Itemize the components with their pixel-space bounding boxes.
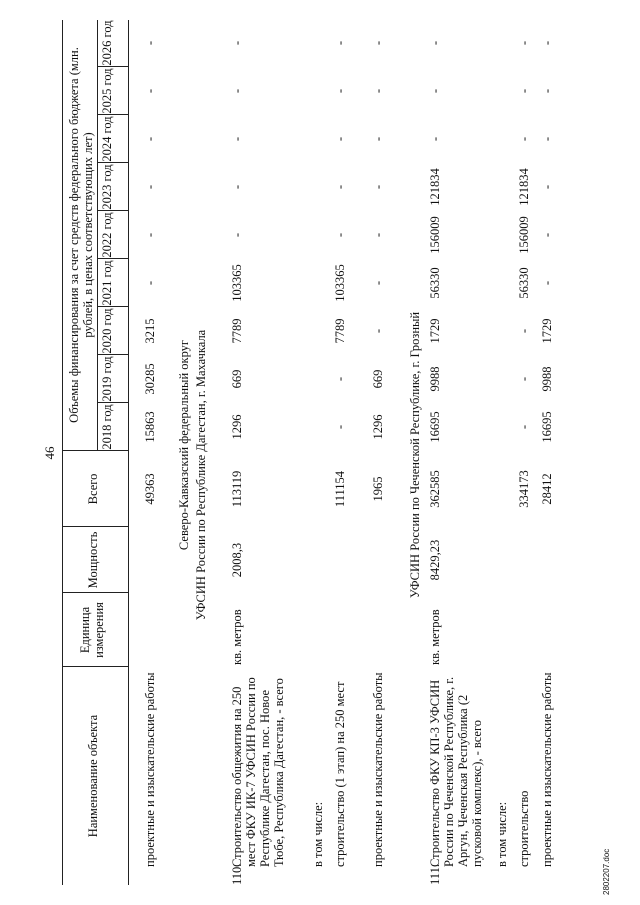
row-design-2021: - [143, 280, 157, 286]
row-110b-2018: 1296 [371, 414, 385, 440]
section-dagestan: УФСИН России по Республике Дагестан, г. Махачкала [194, 329, 208, 621]
row-111-2024: - [428, 136, 442, 142]
table-top-border [62, 20, 63, 885]
row-design-2019: 30285 [143, 363, 157, 395]
year-2019: 2019 год [100, 356, 114, 402]
col-divider-2022 [97, 210, 128, 211]
header-name: Наименование объекта [86, 714, 100, 838]
row-110a-2019: - [333, 376, 347, 382]
row-110b-2020: - [371, 328, 385, 334]
row-111a-total: 334173 [517, 470, 531, 508]
row-111a-2020: - [517, 328, 531, 334]
row-110b-2025: - [371, 88, 385, 94]
row-110b-2021: - [371, 280, 385, 286]
row-110a-2021: 103365 [333, 264, 347, 302]
row-110-unit: кв. метров [230, 609, 244, 665]
row-110-number: 110. [230, 863, 244, 885]
row-110-name: Строительство общежития на 250 мест ФКУ ИК-7 УФСИН России по Республике Дагестан, пос. Новое Тюбе, Республика Дагестан, - всего [230, 677, 286, 867]
year-2024: 2024 год [100, 116, 114, 162]
row-110a-2018: - [333, 424, 347, 430]
row-111b-2023: - [540, 184, 554, 190]
col-divider-2021 [97, 258, 128, 259]
row-111b-name: проектные и изыскательские работы [540, 672, 554, 867]
row-111b-total: 28412 [540, 473, 554, 505]
doc-filename: 2802207.doc [602, 848, 611, 895]
col-divider-2023 [97, 162, 128, 163]
row-110a-2022: - [333, 232, 347, 238]
row-111a-2025: - [517, 88, 531, 94]
row-110a-2024: - [333, 136, 347, 142]
row-110a-2026: - [333, 40, 347, 46]
row-111a-2023: 121834 [517, 168, 531, 206]
row-111a-2026: - [517, 40, 531, 46]
row-design-2024: - [143, 136, 157, 142]
row-110a-2020: 7789 [333, 318, 347, 344]
row-111-2019: 9988 [428, 366, 442, 392]
row-110a-2023: - [333, 184, 347, 190]
row-110-2018: 1296 [230, 414, 244, 440]
year-2022: 2022 год [100, 212, 114, 258]
row-design-2026: - [143, 40, 157, 46]
row-111a-2018: - [517, 424, 531, 430]
row-111-2021: 56330 [428, 267, 442, 299]
row-111b-2022: - [540, 232, 554, 238]
row-111a-2024: - [517, 136, 531, 142]
row-111-2020: 1729 [428, 318, 442, 344]
row-design-2020: 3215 [143, 318, 157, 344]
col-divider-unit [62, 592, 128, 593]
row-110b-total: 1965 [371, 476, 385, 502]
header-total: Всего [86, 473, 100, 505]
funding-header-divider [97, 20, 98, 451]
row-111a-2022: 156009 [517, 216, 531, 254]
col-divider-name [62, 666, 128, 667]
col-divider-2020 [97, 306, 128, 307]
row-110-2026: - [230, 40, 244, 46]
row-111-name: Строительство ФКУ КП-3 УФСИН России по Чеченской Республике, г. Аргун, Чеченская Республика (2 пусковой комплекс), - всего [428, 676, 484, 867]
section-chechnya: УФСИН России по Чеченской Республике, г. Грозный [408, 311, 422, 599]
row-111b-2025: - [540, 88, 554, 94]
row-110b-name: проектные и изыскательские работы [371, 672, 385, 867]
row-110b-2023: - [371, 184, 385, 190]
col-divider-2019 [97, 354, 128, 355]
row-design-2023: - [143, 184, 157, 190]
row-111-2026: - [428, 40, 442, 46]
row-110-2022: - [230, 232, 244, 238]
header-capacity: Мощность [86, 531, 100, 589]
row-111a-name: строительство [517, 790, 531, 867]
row-110a-name: строительство (1 этап) на 250 мест [333, 681, 347, 867]
row-111b-2024: - [540, 136, 554, 142]
row-110-2021: 103365 [230, 264, 244, 302]
row-111-including: в том числе: [495, 801, 509, 867]
row-110-2025: - [230, 88, 244, 94]
row-110b-2022: - [371, 232, 385, 238]
row-design-2022: - [143, 232, 157, 238]
row-110-2020: 7789 [230, 318, 244, 344]
row-111a-2021: 56330 [517, 267, 531, 299]
year-2020: 2020 год [100, 308, 114, 354]
row-110b-2026: - [371, 40, 385, 46]
row-111-number: 111. [428, 864, 442, 885]
row-111b-2018: 16695 [540, 411, 554, 443]
row-110a-2025: - [333, 88, 347, 94]
col-divider-total [62, 450, 128, 451]
page-number: 46 [42, 446, 57, 460]
year-2018: 2018 год [100, 404, 114, 450]
col-divider-2018 [97, 402, 128, 403]
row-110b-2019: 669 [371, 369, 385, 389]
row-111-total: 362585 [428, 470, 442, 508]
row-110-2019: 669 [230, 369, 244, 389]
row-design-2018: 15863 [143, 411, 157, 443]
row-110a-total: 111154 [333, 470, 347, 508]
row-111-capacity: 8429,23 [428, 539, 442, 581]
row-design-2025: - [143, 88, 157, 94]
row-111-2018: 16695 [428, 411, 442, 443]
row-111-unit: кв. метров [428, 609, 442, 665]
header-bottom-border [128, 20, 129, 885]
row-111-2025: - [428, 88, 442, 94]
row-111b-2020: 1729 [540, 318, 554, 344]
row-110-2023: - [230, 184, 244, 190]
section-district: Северо-Кавказский федеральный округ [177, 339, 191, 551]
col-divider-capacity [62, 526, 128, 527]
row-111b-2021: - [540, 280, 554, 286]
row-111-2022: 156009 [428, 216, 442, 254]
year-2025: 2025 год [100, 68, 114, 114]
year-2023: 2023 год [100, 164, 114, 210]
year-2026: 2026 год [100, 20, 114, 66]
col-divider-2024 [97, 114, 128, 115]
row-110-total: 113119 [230, 470, 244, 508]
row-111-2023: 121834 [428, 168, 442, 206]
row-design-name: проектные и изыскательские работы [143, 672, 157, 867]
row-111a-2019: - [517, 376, 531, 382]
header-unit: Единица измерения [78, 602, 106, 658]
row-111b-2026: - [540, 40, 554, 46]
row-111b-2019: 9988 [540, 366, 554, 392]
year-2021: 2021 год [100, 260, 114, 306]
row-110-including: в том числе: [311, 801, 325, 867]
row-110-2024: - [230, 136, 244, 142]
header-funding: Объемы финансирования за счет средств федерального бюджета (млн. рублей, в ценах соответствующих лет) [67, 47, 95, 423]
row-110b-2024: - [371, 136, 385, 142]
row-110-capacity: 2008,3 [230, 542, 244, 578]
row-design-total: 49363 [143, 473, 157, 505]
col-divider-2025 [97, 66, 128, 67]
